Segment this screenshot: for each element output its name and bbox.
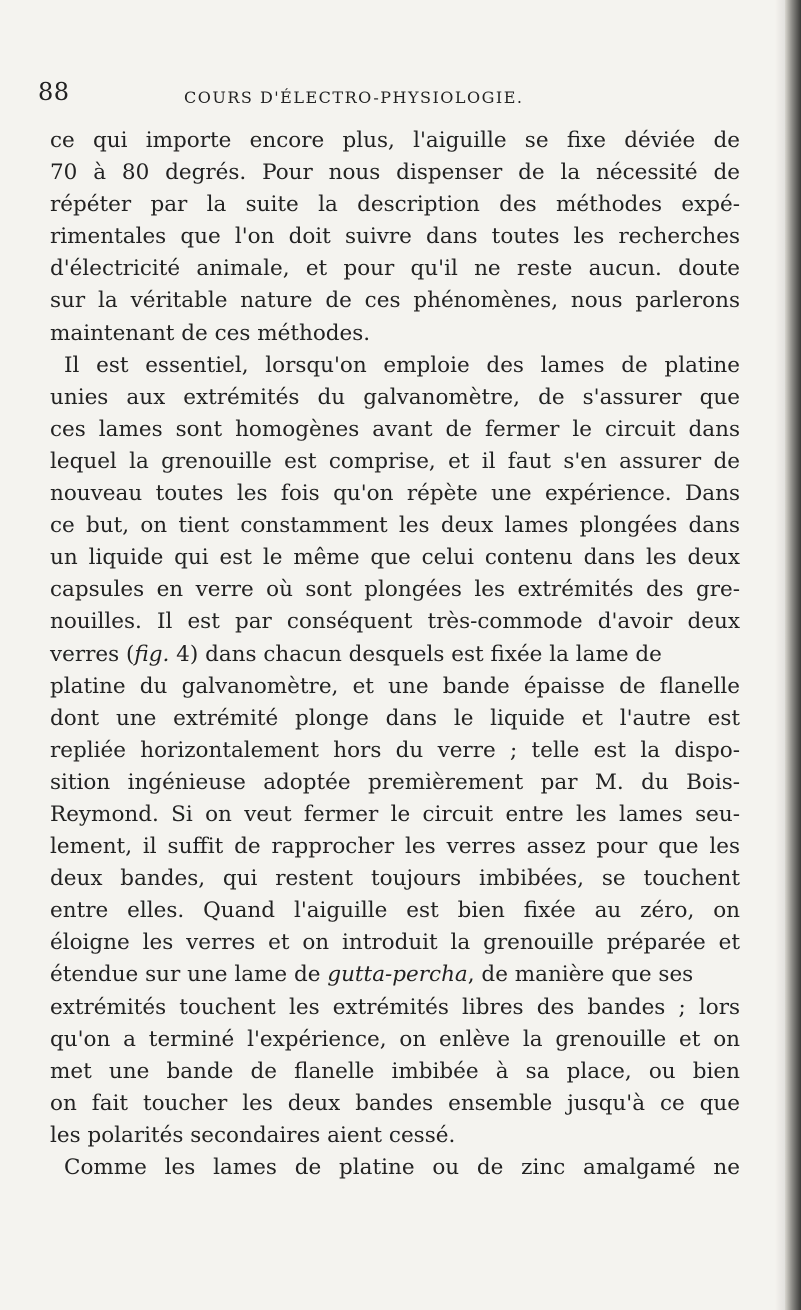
page-number: 88 [38,78,70,106]
text-line: lequel la grenouille est comprise, et il faut s'en assurer de [50,448,740,474]
text-line: 70 à 80 degrés. Pour nous dispenser de la nécessité de [50,160,740,186]
text-line: répéter par la suite la description des méthodes expé- [50,192,740,218]
body-text [50,125,740,1184]
text-line: platine du galvanomètre, et une bande épaisse de flanelle [50,673,740,699]
text-line: on fait toucher les deux bandes ensemble jusqu'à ce que [50,1090,740,1116]
text-line: capsules en verre où sont plongées les extrémités des gre- [50,577,740,603]
page-gutter-shadow [775,0,785,1310]
text-line: unies aux extrémités du galvanomètre, de s'assurer que [50,384,740,410]
text-line: un liquide qui est le même que celui contenu dans les deux [50,545,740,571]
text-fragment: étendue sur une lame de [50,962,328,988]
text-line: deux bandes, qui restent toujours imbibées, se touchent [50,866,740,892]
text-line: met une bande de flanelle imbibée à sa place, ou bien [50,1058,740,1084]
text-line: d'électricité animale, et pour qu'il ne reste aucun. doute [50,256,740,282]
text-line: entre elles. Quand l'aiguille est bien fixée au zéro, on [50,898,740,924]
text-line: éloigne les verres et on introduit la grenouille préparée et [50,930,740,956]
text-line: les polarités secondaires aient cessé. [50,1122,456,1148]
text-line: repliée horizontalement hors du verre ; telle est la dispo- [50,737,740,763]
text-line: qu'on a terminé l'expérience, on enlève la grenouille et on [50,1026,740,1052]
text-line: ce but, on tient constamment les deux lames plongées dans [50,513,740,539]
text-line: nouveau toutes les fois qu'on répète une expérience. Dans [50,481,740,507]
text-line: maintenant de ces méthodes. [50,320,371,346]
text-line: sur la véritable nature de ces phénomènes, nous parlerons [50,288,740,314]
figure-reference: fig. [134,641,170,667]
text-line: nouilles. Il est par conséquent très-commode d'avoir deux [50,609,740,635]
text-fragment: , de manière que ses [467,962,694,988]
text-line: rimentales que l'on doit suivre dans toutes les recherches [50,224,740,250]
paragraph-first-line: Comme les lames de platine ou de zinc amalgamé ne [64,1155,740,1180]
text-line [50,959,740,991]
text-line [50,639,740,671]
paragraph-first-line: Il est essentiel, lorsqu'on emploie des lames de platine [64,352,740,378]
text-line: dont une extrémité plonge dans le liquide et l'autre est [50,705,740,731]
italic-term: gutta-percha [327,962,468,988]
text-line: lement, il suffit de rapprocher les verres assez pour que les [50,834,740,860]
text-line: sition ingénieuse adoptée premièrement par M. du Bois- [50,769,740,795]
running-head: COURS D'ÉLECTRO-PHYSIOLOGIE. [184,88,524,107]
text-line: extrémités touchent les extrémités libres des bandes ; lors [50,994,740,1020]
text-fragment: 4) dans chacun desquels est fixée la lame de [169,641,662,667]
text-line: Reymond. Si on veut fermer le circuit entre les lames seu- [50,801,740,827]
page-edge [785,0,801,1310]
text-fragment: verres ( [50,641,135,667]
text-line: ce qui importe encore plus, l'aiguille se fixe déviée de [50,128,740,153]
text-line: ces lames sont homogènes avant de fermer le circuit dans [50,416,740,442]
